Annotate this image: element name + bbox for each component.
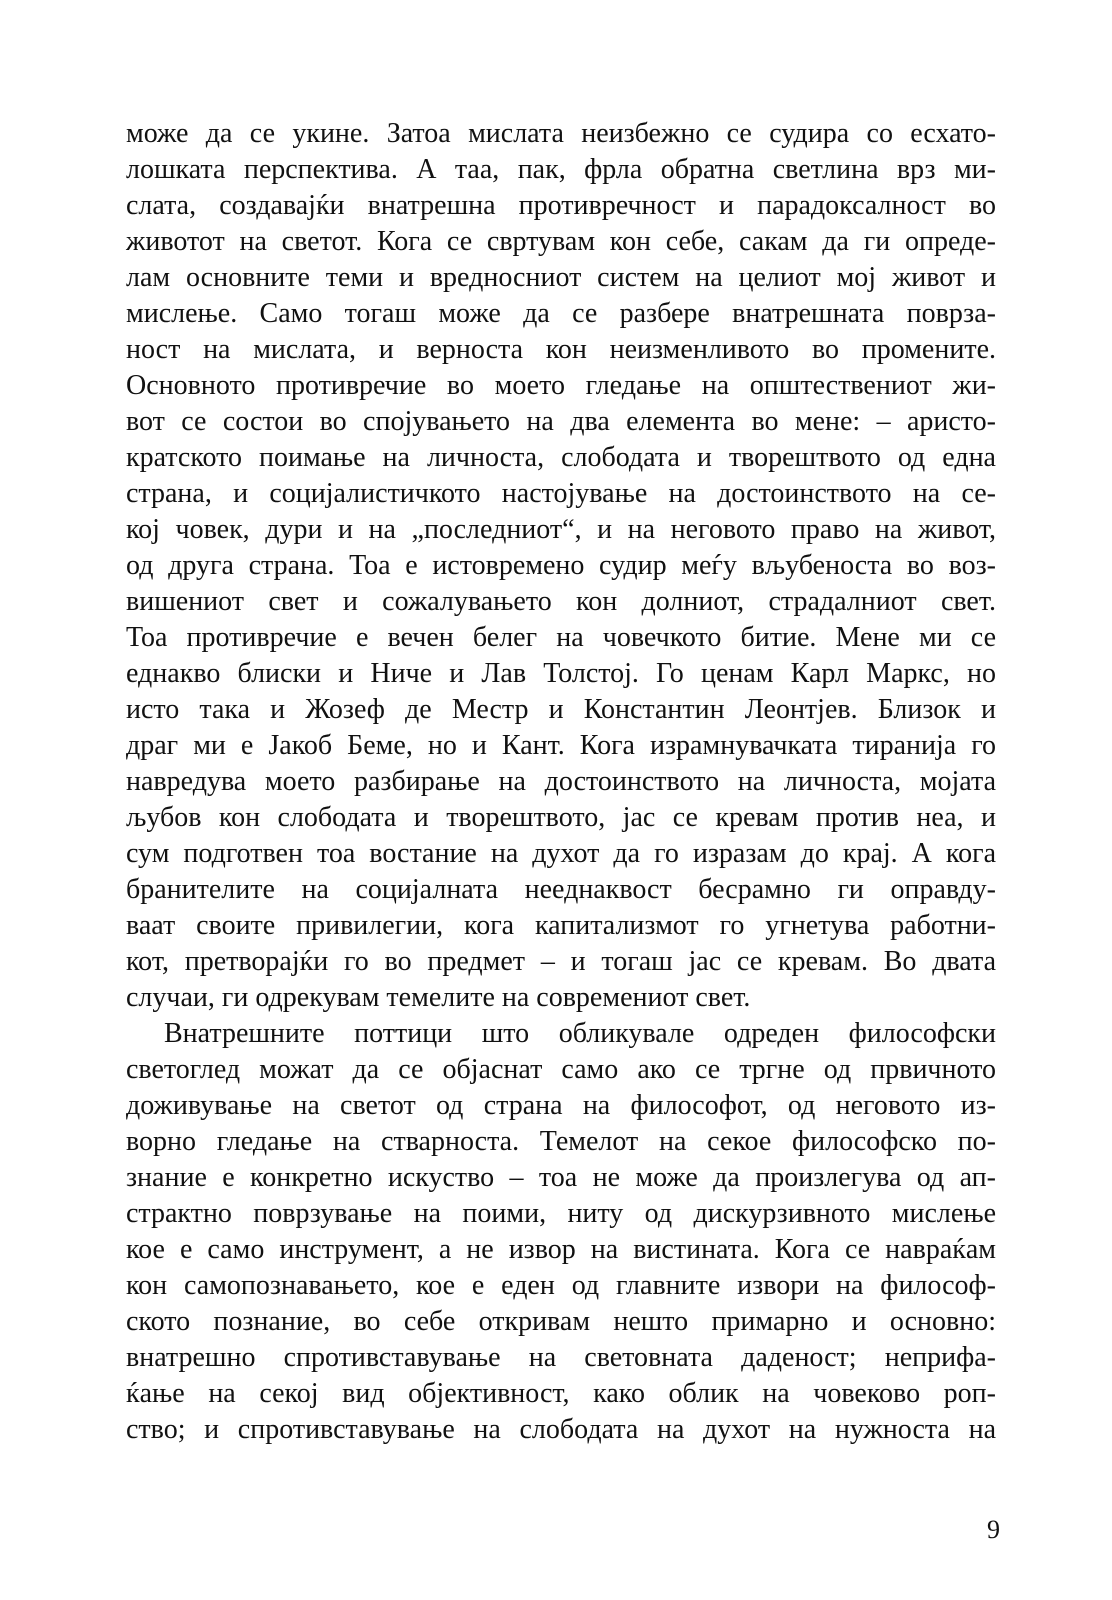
text-line: страна, и социјалистичкото настојување на достоинството на се- — [126, 478, 996, 509]
text-line: навредува моето разбирање на достоинството на личноста, мојата — [126, 766, 996, 797]
text-line: ќање на секој вид објективност, како облик на човеково роп- — [126, 1378, 996, 1409]
text-line: ворно гледање на стварноста. Темелот на секое философско по- — [126, 1126, 996, 1157]
text-line: Внатрешните поттици што обликувале одреден философски — [164, 1018, 996, 1049]
text-line: Основното противречие во моето гледање на општествениот жи- — [126, 370, 996, 401]
text-line: кое е само инструмент, а не извор на вистината. Кога се навраќам — [126, 1234, 996, 1265]
text-line: кратското поимање на личноста, слободата и творештвото од една — [126, 442, 996, 473]
text-line: кој човек, дури и на „последниот“, и на неговото право на живот, — [126, 514, 996, 545]
text-line: лошката перспектива. А таа, пак, фрла обратна светлина врз ми- — [126, 154, 996, 185]
text-line: вот се состои во спојувањето на два елемента во мене: – аристо- — [126, 406, 996, 437]
text-line: кон самопознавањето, кое е еден од главните извори на философ- — [126, 1270, 996, 1301]
paragraph-1 — [126, 116, 996, 1016]
text-line: лам основните теми и вредносниот систем на целиот мој живот и — [126, 262, 996, 293]
page-number: 9 — [987, 1515, 1000, 1544]
text-line: ство; и спротивставување на слободата на духот на нужноста на — [126, 1414, 996, 1445]
text-line: ското познание, во себе откривам нешто примарно и основно: — [126, 1306, 996, 1337]
text-line: случаи, ги одрекувам темелите на современиот свет. — [126, 982, 751, 1013]
text-line: исто така и Жозеф де Местр и Константин Леонтјев. Близок и — [126, 694, 996, 725]
text-line: слата, создавајќи внатрешна противречност и парадоксалност во — [126, 190, 996, 221]
text-line: ност на мислата, и верноста кон неизменливото во промените. — [126, 334, 996, 365]
text-line: мислење. Само тогаш може да се разбере внатрешната поврза- — [126, 298, 996, 329]
text-line: може да се укине. Затоа мислата неизбежно се судира со есхато- — [126, 118, 996, 149]
text-line: страктно поврзување на поими, ниту од дискурзивното мислење — [126, 1198, 996, 1229]
text-line: од друга страна. Тоа е истовремено судир меѓу вљубеноста во воз- — [126, 550, 996, 581]
text-line: кот, претворајќи го во предмет – и тогаш јас се кревам. Во двата — [126, 946, 996, 977]
text-line: животот на светот. Кога се свртувам кон себе, сакам да ги опреде- — [126, 226, 996, 257]
text-line: љубов кон слободата и творештвото, јас се кревам против неа, и — [126, 802, 996, 833]
text-line: внатрешно спротивставување на световната даденост; неприфа- — [126, 1342, 996, 1373]
text-line: вишениот свет и сожалувањето кон долниот, страдалниот свет. — [126, 586, 996, 617]
text-line: светоглед можат да се објаснат само ако се тргне од првичното — [126, 1054, 996, 1085]
body-text — [126, 116, 996, 1448]
text-line: Тоа противречие е вечен белег на човечкото битие. Мене ми се — [126, 622, 996, 653]
text-line: сум подготвен тоа востание на духот да го изразам до крај. А кога — [126, 838, 996, 869]
text-line: знание е конкретно искуство – тоа не може да произлегува од ап- — [126, 1162, 996, 1193]
text-line: ваат своите привилегии, кога капитализмот го угнетува работни- — [126, 910, 996, 941]
paragraph-2 — [126, 1016, 996, 1448]
text-line: доживување на светот од страна на философот, од неговото из- — [126, 1090, 996, 1121]
text-line: еднакво блиски и Ниче и Лав Толстој. Го ценам Карл Маркс, но — [126, 658, 996, 689]
text-line: бранителите на социјалната нееднаквост бесрамно ги оправду- — [126, 874, 996, 905]
text-line: драг ми е Јакоб Беме, но и Кант. Кога израмнувачката тиранија го — [126, 730, 996, 761]
